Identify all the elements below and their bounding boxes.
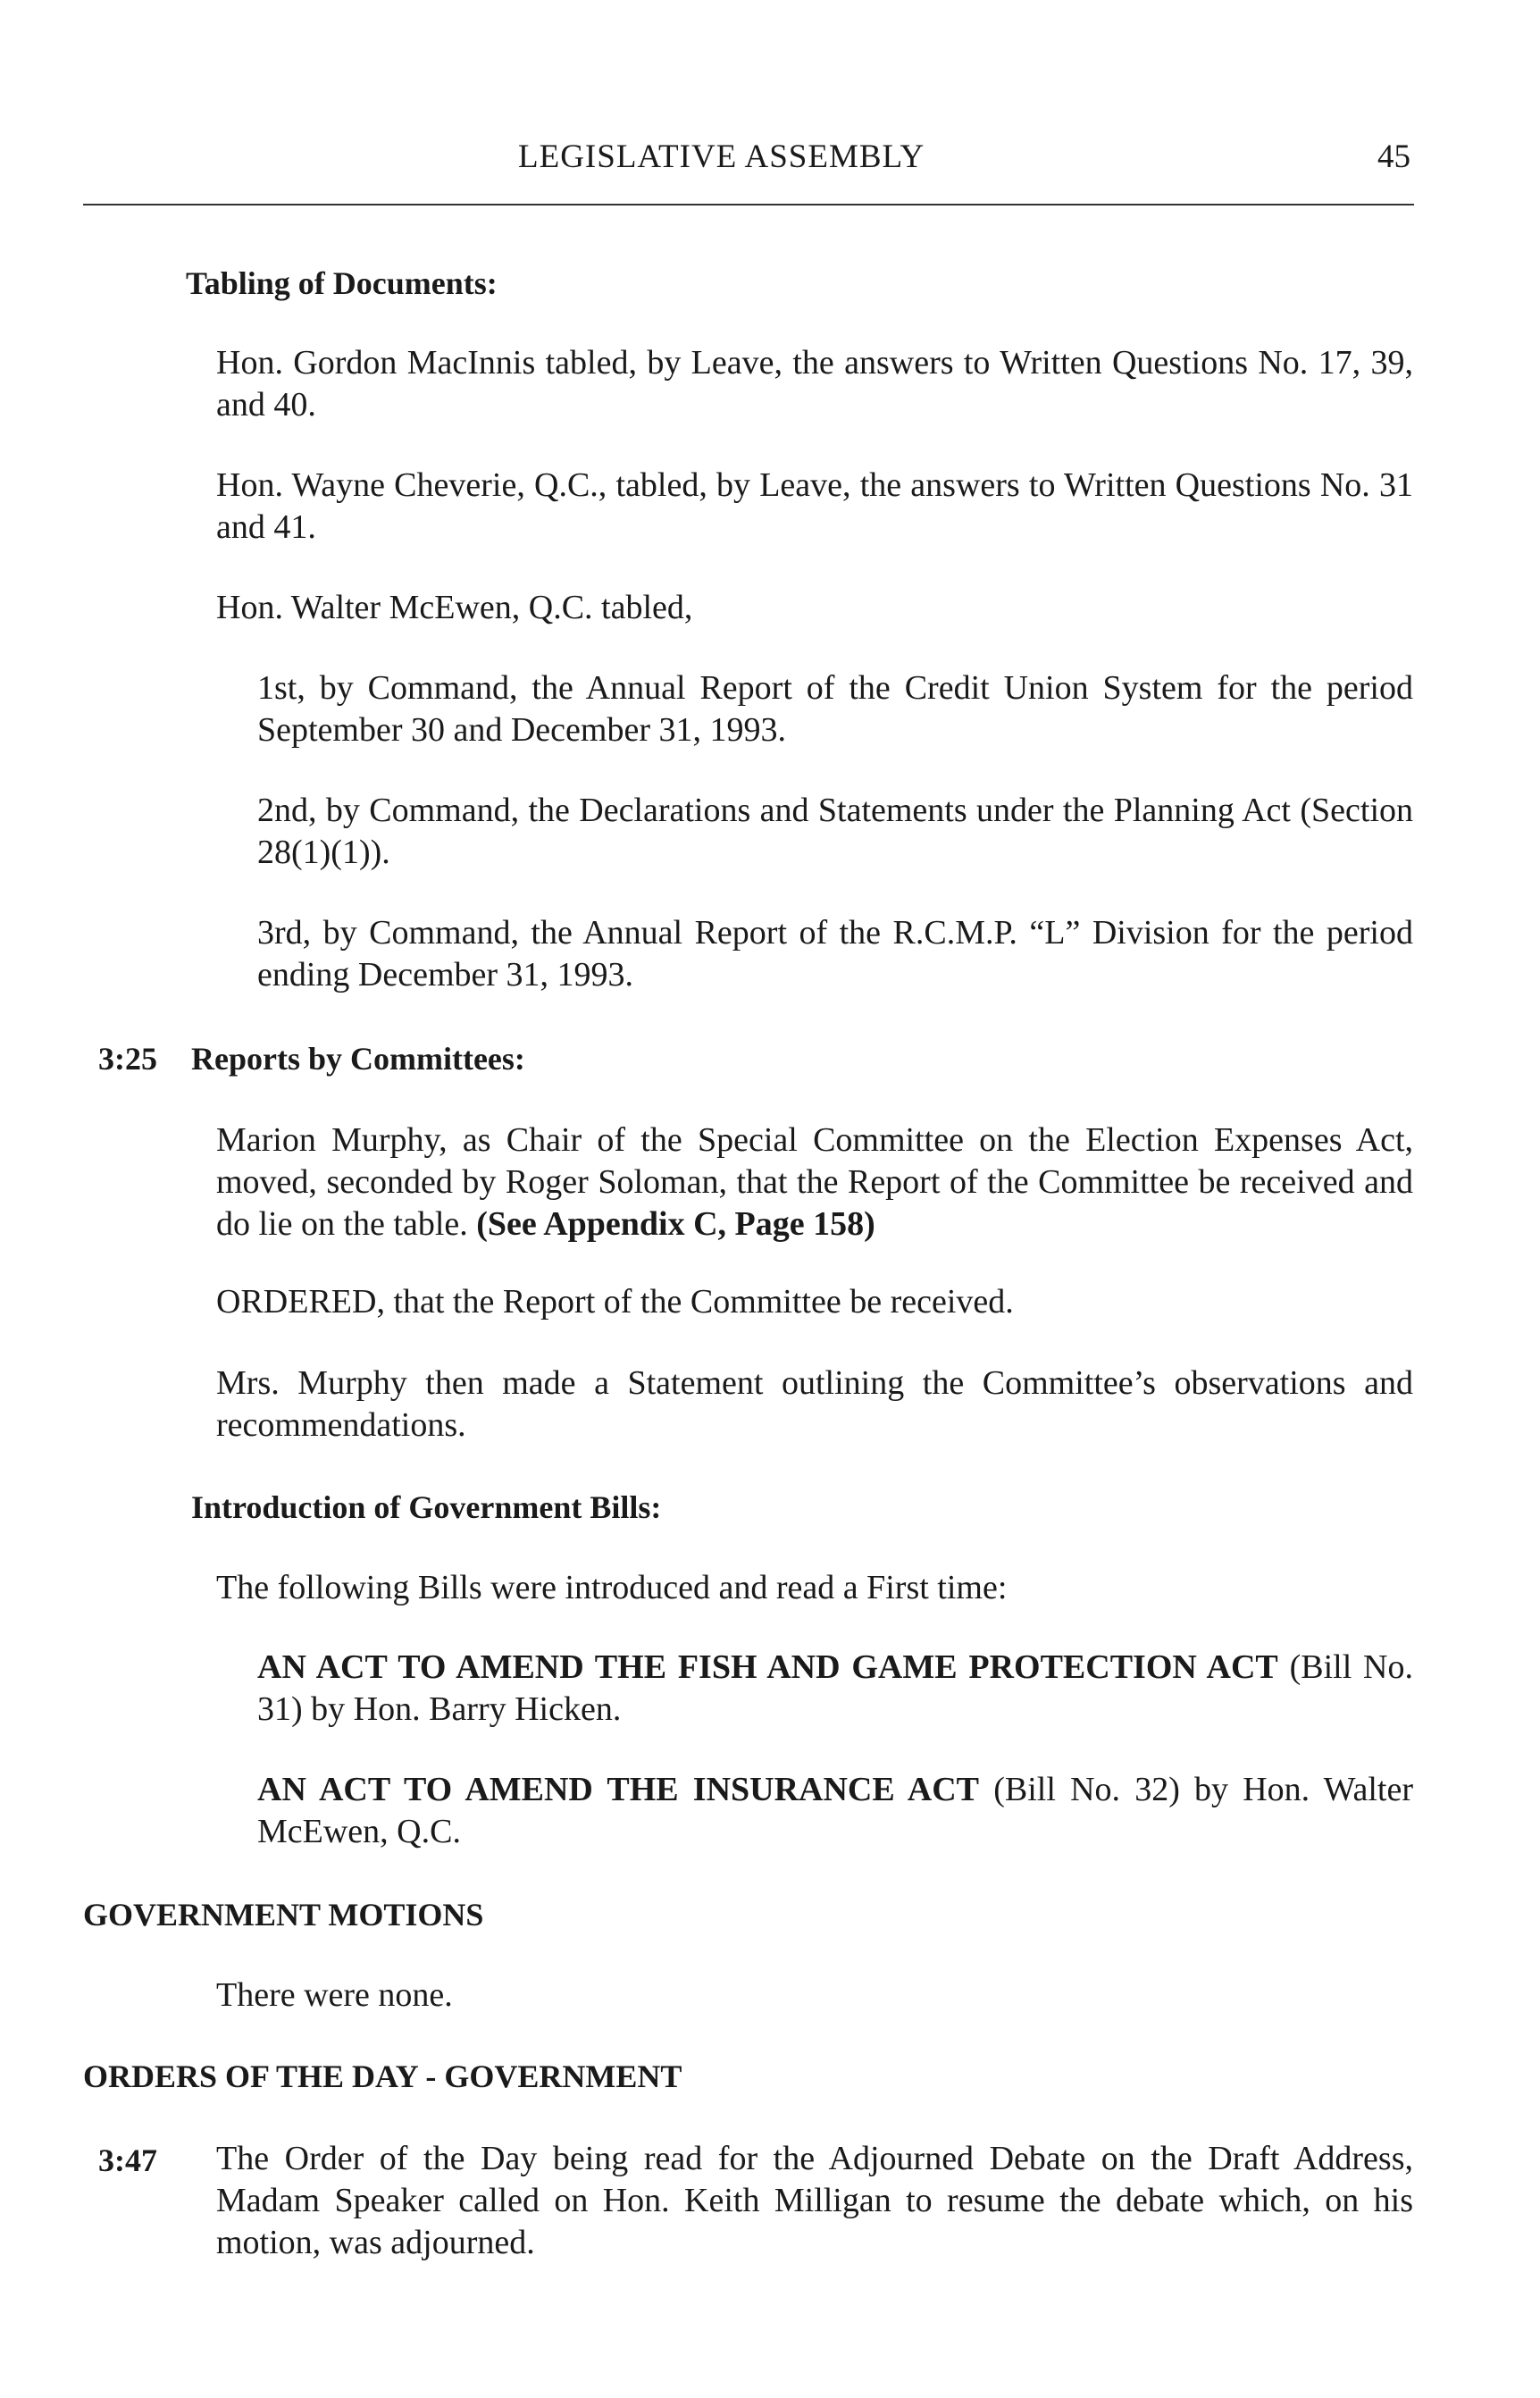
time-stamp-orders: 3:47 [98, 2142, 157, 2178]
orders-paragraph: The Order of the Day being read for the Adjourned Debate on the Draft Address, Madam Speaker called on Hon. Keith Milligan to resume the debate which, on his motion, was adjourned. [216, 2140, 1413, 2261]
committees-paragraph-1-text: Marion Murphy, as Chair of the Special Committee on the Election Expenses Act, moved, seconded by Roger Soloman, that the Report of the Committee be received and do lie on the table. [216, 1121, 1413, 1243]
committees-paragraph-1 [216, 1119, 1413, 1245]
committees-paragraph-2: ORDERED, that the Report of the Committee be received. [216, 1283, 1014, 1321]
bill-entry-2 [257, 1769, 1413, 1853]
tabling-item-3: 3rd, by Command, the Annual Report of the R.C.M.P. “L” Division for the period ending December 31, 1993. [257, 914, 1413, 994]
bill-2-details: (Bill No. 32) by Hon. Walter McEwen, Q.C. [257, 1771, 1413, 1850]
tabling-item-2: 2nd, by Command, the Declarations and Statements under the Planning Act (Section 28(1)(1)). [257, 792, 1413, 871]
time-stamp-committees: 3:25 [98, 1041, 157, 1077]
committees-paragraph-3: Mrs. Murphy then made a Statement outlining the Committee’s observations and recommendations. [216, 1364, 1413, 1444]
header-rule [83, 204, 1414, 205]
appendix-reference: (See Appendix C, Page 158) [476, 1205, 875, 1243]
section-heading-bills: Introduction of Government Bills: [191, 1489, 662, 1525]
section-heading-motions: GOVERNMENT MOTIONS [83, 1897, 484, 1933]
motions-paragraph: There were none. [216, 1976, 453, 2014]
running-header-title: LEGISLATIVE ASSEMBLY [518, 138, 925, 175]
section-heading-committees: Reports by Committees: [191, 1041, 525, 1077]
section-heading-orders: ORDERS OF THE DAY - GOVERNMENT [83, 2058, 682, 2094]
bill-1-title: AN ACT TO AMEND THE FISH AND GAME PROTECTION ACT [257, 1648, 1278, 1686]
section-heading-tabling: Tabling of Documents: [186, 265, 498, 301]
tabling-paragraph-1: Hon. Gordon MacInnis tabled, by Leave, the answers to Written Questions No. 17, 39, and 40. [216, 344, 1413, 423]
tabling-paragraph-2: Hon. Wayne Cheverie, Q.C., tabled, by Leave, the answers to Written Questions No. 31 and 41. [216, 466, 1413, 546]
bill-1-details: (Bill No. 31) by Hon. Barry Hicken. [257, 1648, 1413, 1728]
bill-2-title: AN ACT TO AMEND THE INSURANCE ACT [257, 1771, 980, 1808]
page-number: 45 [1377, 138, 1410, 175]
tabling-paragraph-3: Hon. Walter McEwen, Q.C. tabled, [216, 589, 693, 626]
bill-entry-1 [257, 1647, 1413, 1731]
tabling-item-1: 1st, by Command, the Annual Report of the Credit Union System for the period September 30 and December 31, 1993. [257, 669, 1413, 749]
bills-intro: The following Bills were introduced and read a First time: [216, 1569, 1008, 1606]
